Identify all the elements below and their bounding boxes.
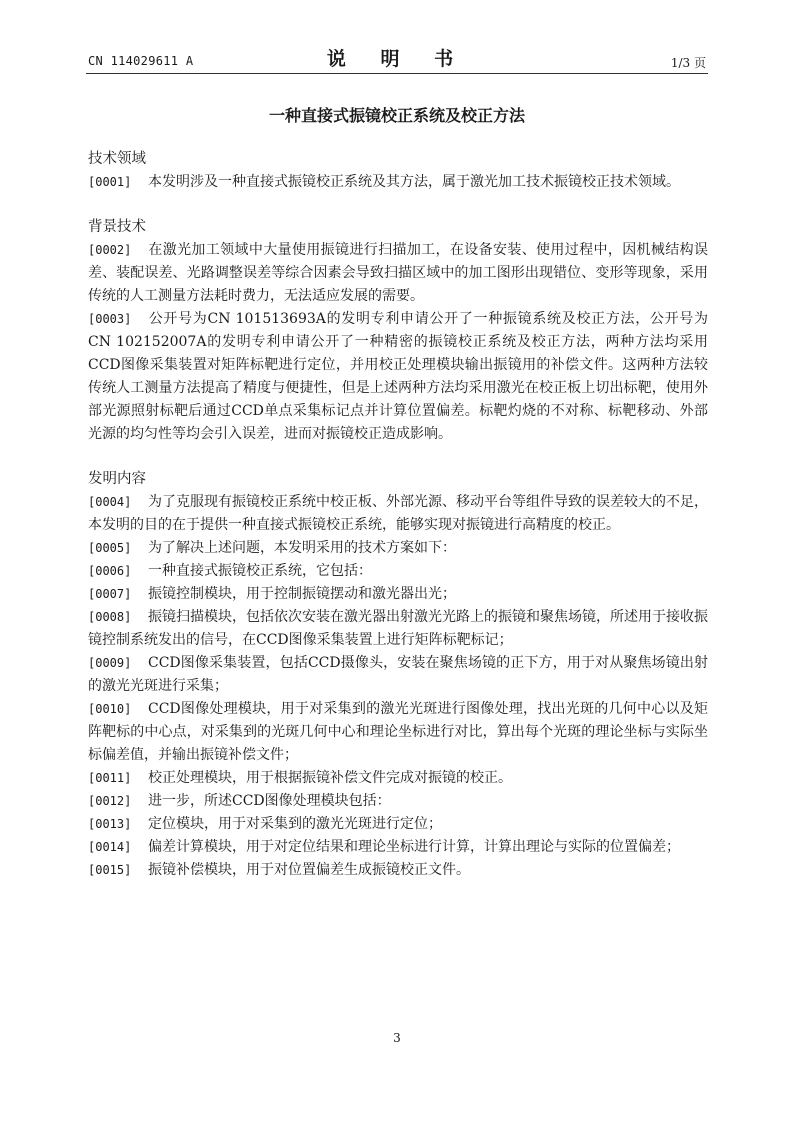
section-summary — [88, 468, 708, 882]
paragraph-text: CCD图像采集装置，包括CCD摄像头，安装在聚焦场镜的正下方，用于对从聚焦场镜出射的激光光斑进行采集； — [88, 655, 708, 694]
paragraph-text: 在激光加工领域中大量使用振镜进行扫描加工，在设备安装、使用过程中，因机械结构误差、装配误差、光路调整误差等综合因素会导致扫描区域中的加工图形出现错位、变形等现象，采用传统的人工测量方法耗时费力，无法适应发展的需要。 — [88, 242, 708, 304]
section-heading: 技术领域 — [88, 151, 146, 167]
paragraph — [88, 239, 708, 308]
header-rule — [86, 73, 708, 74]
paragraph — [88, 560, 708, 583]
section-heading: 发明内容 — [88, 471, 146, 487]
paragraph-text: 进一步，所述CCD图像处理模块包括： — [148, 793, 391, 809]
paragraph-number: [0014] — [88, 840, 132, 854]
paragraph-number: [0008] — [88, 610, 132, 624]
page-number: 3 — [393, 1031, 401, 1045]
paragraph — [88, 537, 708, 560]
paragraph-number: [0003] — [88, 312, 132, 326]
paragraph-text: 振镜补偿模块，用于对位置偏差生成振镜校正文件。 — [148, 862, 470, 878]
paragraph — [88, 583, 708, 606]
paragraph-number: [0006] — [88, 564, 132, 578]
paragraph — [88, 698, 708, 767]
paragraph-number: [0011] — [88, 771, 132, 785]
page-of-indicator: 1/3 页 — [670, 56, 706, 70]
paragraph-number: [0012] — [88, 794, 132, 808]
paragraph-number: [0007] — [88, 587, 132, 601]
paragraph-number: [0010] — [88, 702, 132, 716]
doc-type-heading: 说 明 书 — [326, 48, 468, 70]
paragraph — [88, 836, 708, 859]
paragraph-text: 偏差计算模块，用于对定位结果和理论坐标进行计算，计算出理论与实际的位置偏差； — [148, 839, 680, 855]
paragraph-number: [0002] — [88, 243, 132, 257]
paragraph-text: 公开号为CN 101513693A的发明专利申请公开了一种振镜系统及校正方法，公开号为CN 102152007A的发明专利申请公开了一种精密的振镜校正系统及校正方法，两种方法均采用CCD图像采集装置对矩阵标靶进行定位，并用校正处理模块输出振镜用的补偿文件。这两种方法较传统人工测量方法提高了精度与便捷性，但是上述两种方法均采用激光在校正板上切出标靶，使用外部光源照射标靶后通过CCD单点采集标记点并计算位置偏差。标靶灼烧的不对称、标靶移动、外部光源的均匀性等均会引入误差，进而对振镜校正造成影响。 — [88, 311, 708, 442]
paragraph-text: 为了克服现有振镜校正系统中校正板、外部光源、移动平台等组件导致的误差较大的不足，本发明的目的在于提供一种直接式振镜校正系统，能够实现对振镜进行高精度的校正。 — [88, 494, 708, 533]
paragraph-text: CCD图像处理模块，用于对采集到的激光光斑进行图像处理，找出光斑的几何中心以及矩阵靶标的中心点，对采集到的光斑几何中心和理论坐标进行对比，算出每个光斑的理论坐标与实际坐标偏差值，并输出振镜补偿文件； — [88, 701, 708, 763]
paragraph — [88, 308, 708, 446]
paragraph-number: [0009] — [88, 656, 132, 670]
section-technical-field — [88, 148, 708, 194]
paragraph — [88, 491, 708, 537]
paragraph-text: 为了解决上述问题，本发明采用的技术方案如下： — [148, 540, 456, 556]
paragraph-text: 本发明涉及一种直接式振镜校正系统及其方法，属于激光加工技术振镜校正技术领域。 — [148, 174, 680, 190]
paragraph — [88, 790, 708, 813]
paragraph-text: 校正处理模块，用于根据振镜补偿文件完成对振镜的校正。 — [148, 770, 512, 786]
paragraph — [88, 767, 708, 790]
paragraph-number: [0001] — [88, 175, 132, 189]
section-heading: 背景技术 — [88, 219, 146, 235]
paragraph — [88, 171, 708, 194]
paragraph — [88, 652, 708, 698]
paragraph-text: 振镜扫描模块，包括依次安装在激光器出射激光光路上的振镜和聚焦场镜，所述用于接收振镜控制系统发出的信号，在CCD图像采集装置上进行矩阵标靶标记； — [88, 609, 708, 648]
paragraph-number: [0015] — [88, 863, 132, 877]
paragraph — [88, 606, 708, 652]
paragraph-text: 一种直接式振镜校正系统，它包括： — [148, 563, 372, 579]
doc-number: CN 114029611 A — [88, 54, 194, 68]
paragraph-number: [0005] — [88, 541, 132, 555]
paragraph — [88, 859, 708, 882]
paragraph-number: [0004] — [88, 495, 132, 509]
document-body — [88, 148, 708, 882]
paragraph — [88, 813, 708, 836]
paragraph-number: [0013] — [88, 817, 132, 831]
paragraph-text: 振镜控制模块，用于控制振镜摆动和激光器出光； — [148, 586, 456, 602]
document-title: 一种直接式振镜校正系统及校正方法 — [268, 106, 525, 125]
section-background — [88, 216, 708, 446]
paragraph-text: 定位模块，用于对采集到的激光光斑进行定位； — [148, 816, 442, 832]
